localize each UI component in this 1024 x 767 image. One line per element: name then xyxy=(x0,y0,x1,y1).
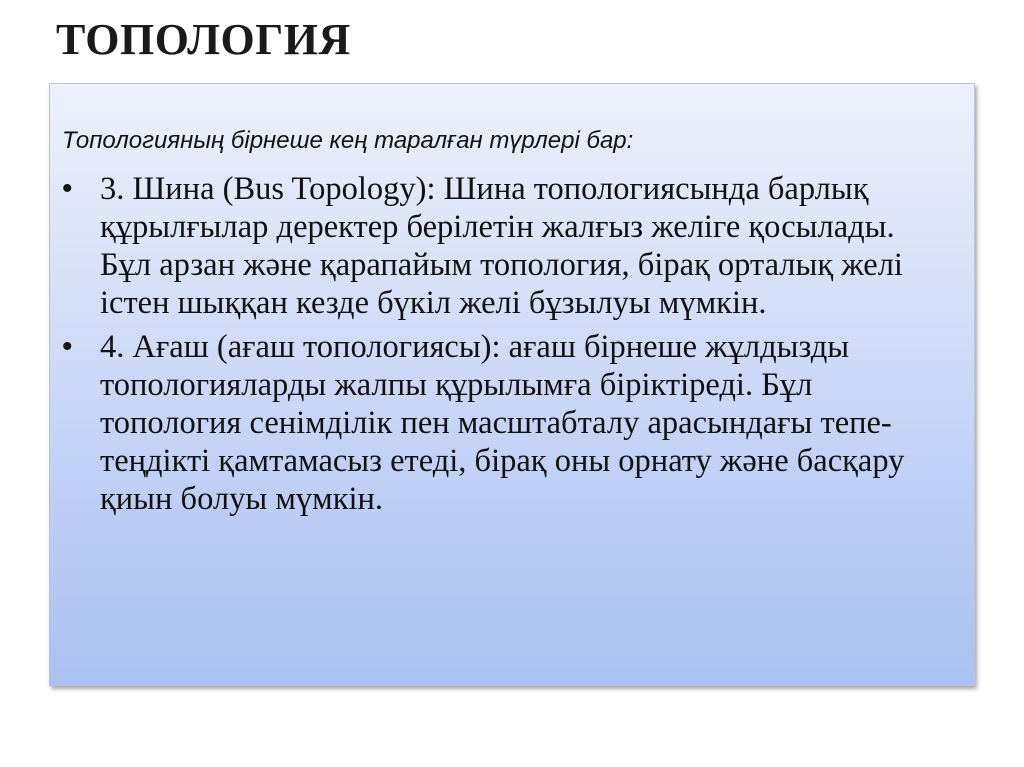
content-box xyxy=(49,83,975,686)
bullet-item-tree-topology xyxy=(62,328,952,518)
bullet-list xyxy=(62,170,952,524)
bullet-dot-icon: • xyxy=(62,172,73,205)
bullet-dot-icon: • xyxy=(62,330,73,363)
slide-subtitle: Топологияның бірнеше кең таралған түрлері бар: xyxy=(62,127,634,154)
slide-title: ТОПОЛОГИЯ xyxy=(56,15,351,64)
bullet-text: 4. Ағаш (ағаш топологиясы): ағаш бірнеше жұлдызды топологияларды жалпы құрылымға біріктіреді. Бұл топология сенімділік пен масштабталу арасындағы тепе-теңдікті қамтамасыз етеді, бірақ оны орнату және басқару қиын болуы мүмкін. xyxy=(100,329,905,517)
bullet-text: 3. Шина (Bus Topology): Шина топологиясында барлық құрылғылар деректер берілетін жалғыз желіге қосылады. Бұл арзан және қарапайым топология, бірақ орталық желі істен шыққан кезде бүкіл желі бұзылуы мүмкін. xyxy=(100,171,903,321)
bullet-item-bus-topology xyxy=(62,170,952,322)
